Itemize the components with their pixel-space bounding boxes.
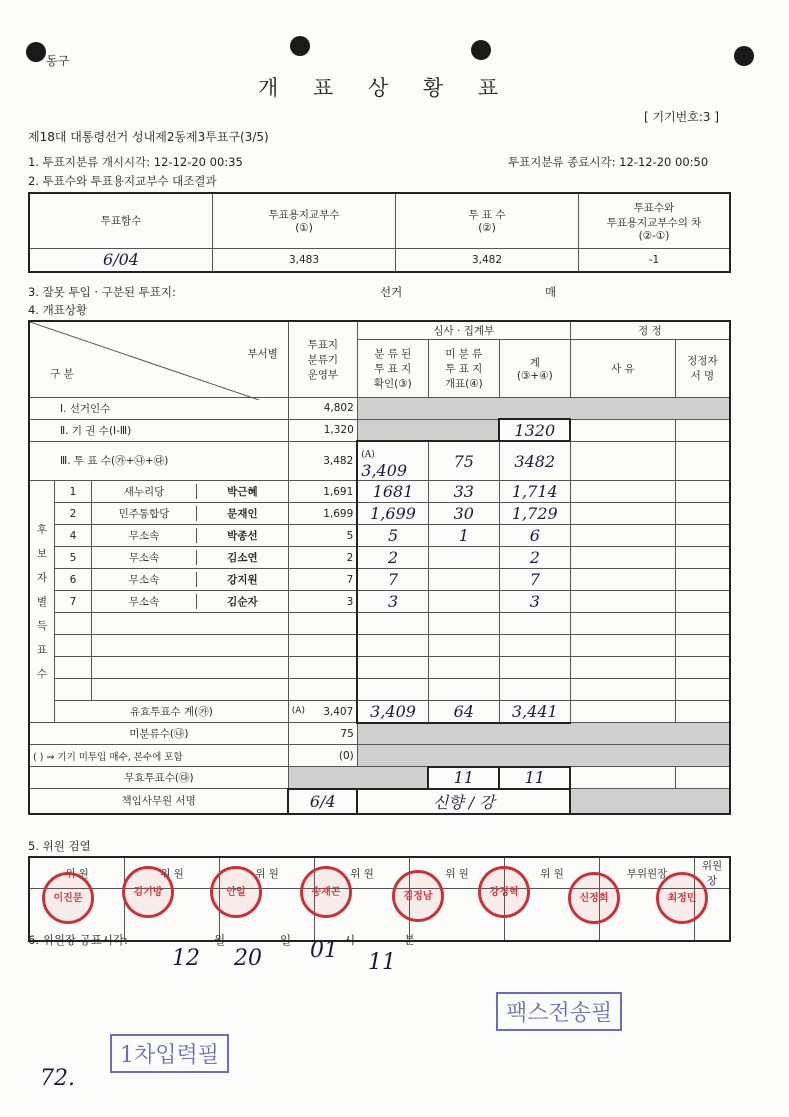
member-head: 위 원	[410, 857, 505, 889]
invalid-hw1: 11	[428, 767, 499, 789]
unclassified-value: 75	[288, 723, 357, 745]
member-head: 위 원	[220, 857, 315, 889]
cand-hw1: 1681	[357, 481, 428, 503]
empty-cell	[675, 591, 730, 613]
section-4-label: 4. 개표상황	[28, 303, 88, 317]
shaded-cell	[570, 789, 730, 814]
empty-cell	[357, 679, 428, 701]
empty-cell	[675, 657, 730, 679]
cand-no: 2	[55, 503, 92, 525]
empty-cell	[675, 613, 730, 635]
abstain-value: 1,320	[288, 419, 357, 441]
electors-value: 4,802	[288, 397, 357, 419]
empty-cell	[675, 503, 730, 525]
abstain-total-hw: 1320	[499, 419, 570, 441]
fax-sent-stamp: 팩스전송필	[496, 992, 622, 1031]
votes-unclassified-hw: 75	[428, 441, 499, 481]
seal-stamp: 송재곤	[300, 866, 352, 918]
cand-value: 7	[288, 569, 357, 591]
total-header: 계 (③+④)	[499, 339, 570, 397]
cand-hw1: 3	[357, 591, 428, 613]
empty-cell	[357, 613, 428, 635]
empty-cell	[570, 767, 675, 789]
member-head: 위 원	[315, 857, 410, 889]
empty-cell	[55, 613, 92, 635]
empty-cell	[570, 419, 675, 441]
operator-header: 투표지 분류기 운영부	[288, 321, 357, 397]
section-6-label: 6. 위원장 공표시각:	[28, 933, 128, 947]
empty-cell	[288, 657, 357, 679]
issued-value: 3,483	[213, 248, 396, 272]
section-3-election: 선거	[380, 285, 403, 299]
page-number-hw: 72.	[40, 1066, 75, 1091]
empty-cell	[55, 657, 92, 679]
section-3-count: 매	[545, 285, 557, 299]
cand-cell: 무소속 강지원	[92, 569, 289, 591]
valid-total-label: 유효투표수 계(㉮)	[55, 701, 289, 723]
cand-no: 6	[55, 569, 92, 591]
cand-no: 5	[55, 547, 92, 569]
minute-hw: 11	[368, 950, 396, 975]
valid-total-value: (A) 3,407	[288, 701, 357, 723]
empty-cell	[55, 679, 92, 701]
responsible-sign-hw: 6/4	[288, 789, 357, 814]
empty-cell	[428, 679, 499, 701]
seal-stamp: 안일	[210, 866, 262, 918]
diagonal-line	[30, 322, 259, 400]
empty-cell	[675, 767, 730, 789]
empty-cell	[288, 679, 357, 701]
cand-hw1: 5	[357, 525, 428, 547]
hour-label: 시	[344, 933, 356, 947]
shaded-cell	[357, 419, 499, 441]
cand-value: 1,699	[288, 503, 357, 525]
empty-cell	[499, 613, 570, 635]
day-label: 일	[280, 933, 292, 947]
cand-hw3: 1,714	[499, 481, 570, 503]
responsible-label: 책임사무원 서명	[29, 789, 288, 814]
day-hw: 20	[234, 946, 262, 971]
punch-hole	[26, 42, 46, 62]
issued-header: 투표용지교부수 (①)	[213, 193, 396, 248]
votes-sum-hw: 3482	[499, 441, 570, 481]
empty-cell	[570, 701, 675, 723]
empty-cell	[675, 679, 730, 701]
cand-value: 1,691	[288, 481, 357, 503]
empty-cell	[675, 481, 730, 503]
empty-cell	[92, 613, 289, 635]
cand-hw2	[428, 569, 499, 591]
cand-no: 4	[55, 525, 92, 547]
election-name: 제18대 대통령선거 성내제2동제3투표구(3/5)	[28, 130, 269, 144]
cand-value: 5	[288, 525, 357, 547]
row-abstain: Ⅱ. 기 권 수(Ⅰ-Ⅲ)	[29, 419, 288, 441]
empty-cell	[357, 635, 428, 657]
machine-number: [ 기기번호:3 ]	[644, 110, 720, 124]
ballot-box-header: 투표함수	[29, 193, 213, 248]
seal-stamp: 김기방	[122, 866, 174, 918]
vice-chair-head: 부위원장	[600, 857, 695, 889]
row-electors: Ⅰ. 선거인수	[29, 397, 288, 419]
punch-hole	[734, 46, 754, 66]
cand-value: 2	[288, 547, 357, 569]
cand-hw2: 33	[428, 481, 499, 503]
comparison-table	[28, 192, 731, 273]
empty-cell	[288, 613, 357, 635]
cand-no: 1	[55, 481, 92, 503]
responsible-sign-hw2: 신향 / 강	[357, 789, 570, 814]
empty-cell	[428, 657, 499, 679]
seal-stamp: 김정남	[392, 870, 444, 922]
cand-cell: 무소속 박종선	[92, 525, 289, 547]
first-input-stamp: 1차입력필	[110, 1034, 229, 1073]
month-hw: 12	[172, 946, 200, 971]
empty-cell	[428, 635, 499, 657]
cand-cell: 무소속 김소연	[92, 547, 289, 569]
empty-cell	[92, 635, 289, 657]
signer-header: 정정자 서 명	[675, 339, 730, 397]
cand-no: 7	[55, 591, 92, 613]
cand-hw3: 2	[499, 547, 570, 569]
cand-cell: 새누리당 박근혜	[92, 481, 289, 503]
empty-cell	[92, 679, 289, 701]
seal-stamp: 최정민	[656, 872, 708, 924]
unclassified-header: 미 분 류 투 표 지 개표(④)	[428, 339, 499, 397]
empty-cell	[570, 481, 675, 503]
empty-cell	[570, 679, 675, 701]
empty-cell	[570, 503, 675, 525]
district-label: 동구	[46, 54, 70, 68]
member-head: 위 원	[125, 857, 220, 889]
empty-cell	[288, 635, 357, 657]
empty-cell	[675, 525, 730, 547]
section-3-label: 3. 잘못 투입 · 구분된 투표지:	[28, 285, 176, 299]
seal-stamp: 신정희	[568, 872, 620, 924]
empty-cell	[357, 657, 428, 679]
minute-label: 분	[404, 933, 416, 947]
section-1-start: 1. 투표지분류 개시시각: 12-12-20 00:35	[28, 155, 243, 169]
seal-stamp: 이진문	[42, 872, 94, 924]
votes-value: 3,482	[396, 248, 579, 272]
cand-hw3: 1,729	[499, 503, 570, 525]
member-head: 위 원	[29, 857, 125, 889]
section-5-label: 5. 위원 검열	[28, 839, 91, 853]
cand-hw1: 7	[357, 569, 428, 591]
valid-hw2: 64	[428, 701, 499, 723]
punch-hole	[290, 36, 310, 56]
unclassified-label: 미분류수(㉯)	[29, 723, 288, 745]
chair-head: 위원장	[695, 857, 731, 889]
gubun-header: 부서별 구 분	[29, 321, 288, 397]
empty-cell	[92, 657, 289, 679]
cand-cell: 무소속 김순자	[92, 591, 289, 613]
empty-cell	[570, 613, 675, 635]
votes-classified-hw: (A) 3,409	[357, 441, 428, 481]
cand-hw3: 6	[499, 525, 570, 547]
note-value: (0)	[288, 745, 357, 767]
empty-cell	[428, 613, 499, 635]
classified-header: 분 류 된 투 표 지 확인(③)	[357, 339, 428, 397]
invalid-label: 무효투표수(㉰)	[29, 767, 288, 789]
hour-hw: 01	[310, 938, 338, 963]
section-1-end: 투표지분류 종료시각: 12-12-20 00:50	[508, 155, 709, 169]
empty-cell	[570, 441, 675, 481]
cand-hw2: 30	[428, 503, 499, 525]
empty-cell	[675, 569, 730, 591]
section-2-label: 2. 투표수와 투표용지교부수 대조결과	[28, 174, 217, 188]
note-label: ( ) ⇒ 기기 미투입 매수, 본수에 포함	[29, 745, 288, 767]
empty-cell	[675, 547, 730, 569]
cand-hw2	[428, 547, 499, 569]
cand-hw3: 3	[499, 591, 570, 613]
cand-hw1: 2	[357, 547, 428, 569]
cand-hw2	[428, 591, 499, 613]
shaded-cell	[357, 397, 730, 419]
empty-cell	[570, 547, 675, 569]
reason-header: 사 유	[570, 339, 675, 397]
shaded-cell	[288, 767, 428, 789]
empty-cell	[570, 635, 675, 657]
empty-cell	[675, 701, 730, 723]
cand-cell: 민주통합당 문재인	[92, 503, 289, 525]
empty-cell	[675, 635, 730, 657]
empty-cell	[499, 635, 570, 657]
member-head: 위 원	[505, 857, 600, 889]
cand-hw2: 1	[428, 525, 499, 547]
difference-header: 투표수와 투표용지교부수의 차 (②-①)	[579, 193, 731, 248]
side-label: 후 보 자 별 득 표 수	[29, 481, 55, 723]
shaded-cell	[357, 723, 730, 745]
valid-hw1: 3,409	[357, 701, 428, 723]
cand-hw1: 1,699	[357, 503, 428, 525]
shaded-cell	[357, 745, 730, 767]
review-header: 심사 · 집계부	[357, 321, 570, 339]
votes-total-value: 3,482	[288, 441, 357, 481]
row-votes: Ⅲ. 투 표 수(㉮+㉯+㉰)	[29, 441, 288, 481]
ballot-box-value: 6/04	[29, 248, 213, 272]
cand-value: 3	[288, 591, 357, 613]
empty-cell	[675, 441, 730, 481]
difference-value: -1	[579, 248, 731, 272]
count-table	[28, 320, 731, 815]
empty-cell	[675, 419, 730, 441]
empty-cell	[55, 635, 92, 657]
month-label: 월	[214, 933, 226, 947]
seal-stamp: 강경혁	[478, 866, 530, 918]
punch-hole	[471, 40, 491, 60]
empty-cell	[570, 525, 675, 547]
invalid-hw2: 11	[499, 767, 570, 789]
empty-cell	[499, 657, 570, 679]
empty-cell	[570, 591, 675, 613]
empty-cell	[570, 569, 675, 591]
valid-hw3: 3,441	[499, 701, 570, 723]
cand-hw3: 7	[499, 569, 570, 591]
empty-cell	[570, 657, 675, 679]
page-title: 개 표 상 황 표	[258, 76, 513, 100]
votes-header: 투 표 수 (②)	[396, 193, 579, 248]
correction-header: 정 정	[570, 321, 730, 339]
empty-cell	[499, 679, 570, 701]
